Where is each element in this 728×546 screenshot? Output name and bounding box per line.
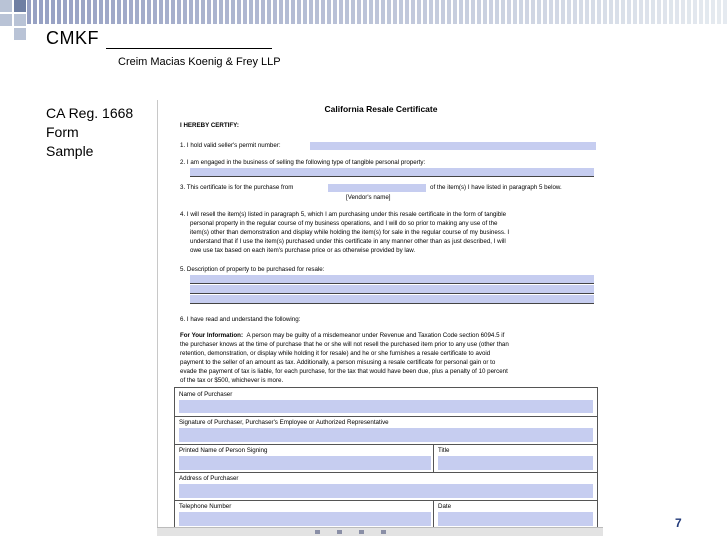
purchaser-name-field[interactable]: [179, 400, 593, 413]
top-band: [27, 0, 728, 24]
row-divider: [175, 472, 597, 473]
band-stripe: [189, 0, 193, 24]
band-stripe: [657, 0, 661, 24]
band-stripe: [123, 0, 127, 24]
signature-box: [174, 387, 598, 529]
band-stripe: [213, 0, 217, 24]
item-3-end: of the item(s) I have listed in paragraph 5 below.: [430, 184, 562, 191]
column-divider: [433, 500, 434, 530]
band-stripe: [447, 0, 451, 24]
band-stripe: [459, 0, 463, 24]
date-label: Date: [438, 503, 452, 510]
band-stripe: [153, 0, 157, 24]
band-stripe: [345, 0, 349, 24]
form-title: California Resale Certificate: [324, 104, 438, 114]
band-stripe: [495, 0, 499, 24]
scroll-arrow-icon[interactable]: [381, 530, 386, 534]
underline: [190, 176, 594, 177]
band-stripe: [543, 0, 547, 24]
band-stripe: [195, 0, 199, 24]
fyi-line: payment to the seller of an amount as tax. Additionally, a person misusing a resale certificate for personal gain or to: [180, 359, 496, 366]
band-stripe: [549, 0, 553, 24]
band-stripe: [177, 0, 181, 24]
band-stripe: [111, 0, 115, 24]
item-4-line: understand that if I use the item(s) purchased under this certificate in any manner other than as just described, I will: [190, 238, 506, 245]
band-stripe: [141, 0, 145, 24]
band-stripe: [273, 0, 277, 24]
band-stripe: [621, 0, 625, 24]
header-rule: [106, 48, 272, 49]
header-subtitle: Creim Macias Koenig & Frey LLP: [118, 56, 281, 68]
band-stripe: [645, 0, 649, 24]
band-stripe: [183, 0, 187, 24]
row-divider: [175, 416, 597, 417]
item-4-line: personal property in the regular course of my business operations, and I will do so prior to making any use of the: [190, 220, 498, 227]
band-stripe: [237, 0, 241, 24]
fyi-line-1: [180, 332, 504, 340]
band-stripe: [339, 0, 343, 24]
fyi-line: retention, demonstration, or display while holding it for resale) and he or she furnishes a resale certificate to avoid: [180, 350, 491, 357]
band-stripe: [255, 0, 259, 24]
band-stripe: [501, 0, 505, 24]
band-stripe: [75, 0, 79, 24]
band-stripe: [297, 0, 301, 24]
band-stripe: [525, 0, 529, 24]
band-stripe: [699, 0, 703, 24]
signature-field[interactable]: [179, 428, 593, 442]
title-field[interactable]: [438, 456, 593, 470]
band-stripe: [309, 0, 313, 24]
item-3-start: 3. This certificate is for the purchase from: [180, 184, 294, 191]
band-stripe: [489, 0, 493, 24]
fyi-lead: For Your Information:: [180, 332, 244, 339]
band-stripe: [711, 0, 715, 24]
vendor-name-field[interactable]: [328, 184, 426, 192]
band-stripe: [387, 0, 391, 24]
band-stripe: [99, 0, 103, 24]
column-divider: [433, 444, 434, 472]
band-stripe: [507, 0, 511, 24]
band-stripe: [87, 0, 91, 24]
item-2: 2. I am engaged in the business of selling the following type of tangible personal property:: [180, 159, 426, 166]
band-stripe: [351, 0, 355, 24]
band-stripe: [513, 0, 517, 24]
band-stripe: [27, 0, 31, 24]
item-4-line: item(s) other than demonstration and display while holding the item(s) for sale in the regular course of my business. I: [190, 229, 510, 236]
band-stripe: [285, 0, 289, 24]
band-stripe: [117, 0, 121, 24]
band-stripe: [603, 0, 607, 24]
band-stripe: [669, 0, 673, 24]
item-5: 5. Description of property to be purchased for resale:: [180, 266, 325, 273]
band-stripe: [231, 0, 235, 24]
band-stripe: [375, 0, 379, 24]
band-stripe: [687, 0, 691, 24]
decor-square: [0, 14, 12, 26]
band-stripe: [417, 0, 421, 24]
scroll-arrow-icon[interactable]: [315, 530, 320, 534]
band-stripe: [93, 0, 97, 24]
underline: [190, 283, 594, 284]
band-stripe: [591, 0, 595, 24]
band-stripe: [717, 0, 721, 24]
underline: [190, 293, 594, 294]
certify-heading: I HEREBY CERTIFY:: [180, 122, 239, 129]
band-stripe: [567, 0, 571, 24]
band-stripe: [615, 0, 619, 24]
resale-certificate-form: [157, 100, 604, 529]
title-label: Title: [438, 447, 450, 454]
band-stripe: [537, 0, 541, 24]
side-label: [46, 104, 133, 161]
scroll-arrow-icon[interactable]: [337, 530, 342, 534]
band-stripe: [81, 0, 85, 24]
date-field[interactable]: [438, 512, 593, 526]
band-stripe: [675, 0, 679, 24]
fyi-line: of the tax or $500, whichever is more.: [180, 377, 284, 384]
fyi-line: evade the payment of tax is liable, for each purchase, for the tax that would have been due, plus a penalty of 10 percent: [180, 368, 508, 375]
band-stripe: [249, 0, 253, 24]
band-stripe: [555, 0, 559, 24]
band-stripe: [63, 0, 67, 24]
item-6: 6. I have read and understand the following:: [180, 316, 301, 323]
side-label-line: Form: [46, 124, 79, 140]
band-stripe: [267, 0, 271, 24]
band-stripe: [129, 0, 133, 24]
band-stripe: [663, 0, 667, 24]
band-stripe: [393, 0, 397, 24]
band-stripe: [441, 0, 445, 24]
band-stripe: [519, 0, 523, 24]
band-stripe: [429, 0, 433, 24]
band-stripe: [411, 0, 415, 24]
band-stripe: [225, 0, 229, 24]
band-stripe: [423, 0, 427, 24]
band-stripe: [327, 0, 331, 24]
band-stripe: [369, 0, 373, 24]
fyi-text: A person may be guilty of a misdemeanor under Revenue and Taxation Code section 6094.5 if: [246, 332, 505, 339]
band-stripe: [381, 0, 385, 24]
band-stripe: [105, 0, 109, 24]
band-stripe: [57, 0, 61, 24]
band-stripe: [315, 0, 319, 24]
band-stripe: [399, 0, 403, 24]
band-stripe: [483, 0, 487, 24]
band-stripe: [723, 0, 727, 24]
printed-name-label: Printed Name of Person Signing: [179, 447, 268, 454]
scroll-arrow-icon[interactable]: [359, 530, 364, 534]
band-stripe: [597, 0, 601, 24]
decor-square: [0, 0, 12, 12]
fyi-line: the purchaser knows at the time of purchase that he or she will not resell the purchased item prior to any use (other than: [180, 341, 509, 348]
band-stripe: [435, 0, 439, 24]
row-divider: [175, 500, 597, 501]
item-4-line: owe use tax based on each item's purchase price or as otherwise provided by law.: [190, 247, 416, 254]
telephone-label: Telephone Number: [179, 503, 232, 510]
band-stripe: [219, 0, 223, 24]
side-label-line: CA Reg. 1668: [46, 105, 134, 121]
band-stripe: [147, 0, 151, 24]
signature-label: Signature of Purchaser, Purchaser's Employee or Authorized Representative: [179, 419, 389, 426]
band-stripe: [51, 0, 55, 24]
band-stripe: [639, 0, 643, 24]
row-divider: [175, 444, 597, 445]
band-stripe: [609, 0, 613, 24]
item-4-line: 4. I will resell the item(s) listed in paragraph 5, which I am purchasing under this resale certificate in the form of tangible: [180, 211, 507, 218]
underline: [190, 303, 594, 304]
description-field[interactable]: [190, 275, 594, 283]
band-stripe: [357, 0, 361, 24]
band-stripe: [693, 0, 697, 24]
address-field[interactable]: [179, 484, 593, 498]
band-stripe: [279, 0, 283, 24]
band-stripe: [303, 0, 307, 24]
band-stripe: [207, 0, 211, 24]
purchaser-name-label: Name of Purchaser: [179, 391, 233, 398]
header-title: CMKF: [46, 28, 99, 48]
band-stripe: [321, 0, 325, 24]
band-stripe: [171, 0, 175, 24]
band-stripe: [261, 0, 265, 24]
band-stripe: [633, 0, 637, 24]
decor-square: [14, 14, 26, 26]
band-stripe: [333, 0, 337, 24]
band-stripe: [585, 0, 589, 24]
band-stripe: [531, 0, 535, 24]
item-1: 1. I hold valid seller's permit number:: [180, 142, 281, 149]
band-stripe: [201, 0, 205, 24]
band-stripe: [243, 0, 247, 24]
band-stripe: [159, 0, 163, 24]
band-stripe: [33, 0, 37, 24]
address-label: Address of Purchaser: [179, 475, 239, 482]
band-stripe: [465, 0, 469, 24]
band-stripe: [165, 0, 169, 24]
description-field[interactable]: [190, 295, 594, 303]
decor-square: [14, 0, 26, 12]
property-type-field[interactable]: [190, 168, 594, 176]
band-stripe: [705, 0, 709, 24]
telephone-field[interactable]: [179, 512, 431, 526]
side-label-line: Sample: [46, 143, 94, 159]
band-stripe: [405, 0, 409, 24]
band-stripe: [135, 0, 139, 24]
band-stripe: [573, 0, 577, 24]
permit-number-field[interactable]: [310, 142, 596, 150]
band-stripe: [651, 0, 655, 24]
band-stripe: [561, 0, 565, 24]
description-field[interactable]: [190, 285, 594, 293]
vendor-caption: [Vendor's name]: [346, 194, 391, 201]
page-number: 7: [675, 516, 682, 530]
band-stripe: [453, 0, 457, 24]
band-stripe: [291, 0, 295, 24]
viewer-scrollbar[interactable]: [157, 527, 603, 536]
band-stripe: [681, 0, 685, 24]
band-stripe: [471, 0, 475, 24]
printed-name-field[interactable]: [179, 456, 431, 470]
band-stripe: [363, 0, 367, 24]
band-stripe: [627, 0, 631, 24]
band-stripe: [477, 0, 481, 24]
band-stripe: [579, 0, 583, 24]
band-stripe: [69, 0, 73, 24]
band-stripe: [39, 0, 43, 24]
band-stripe: [45, 0, 49, 24]
decor-square: [14, 28, 26, 40]
